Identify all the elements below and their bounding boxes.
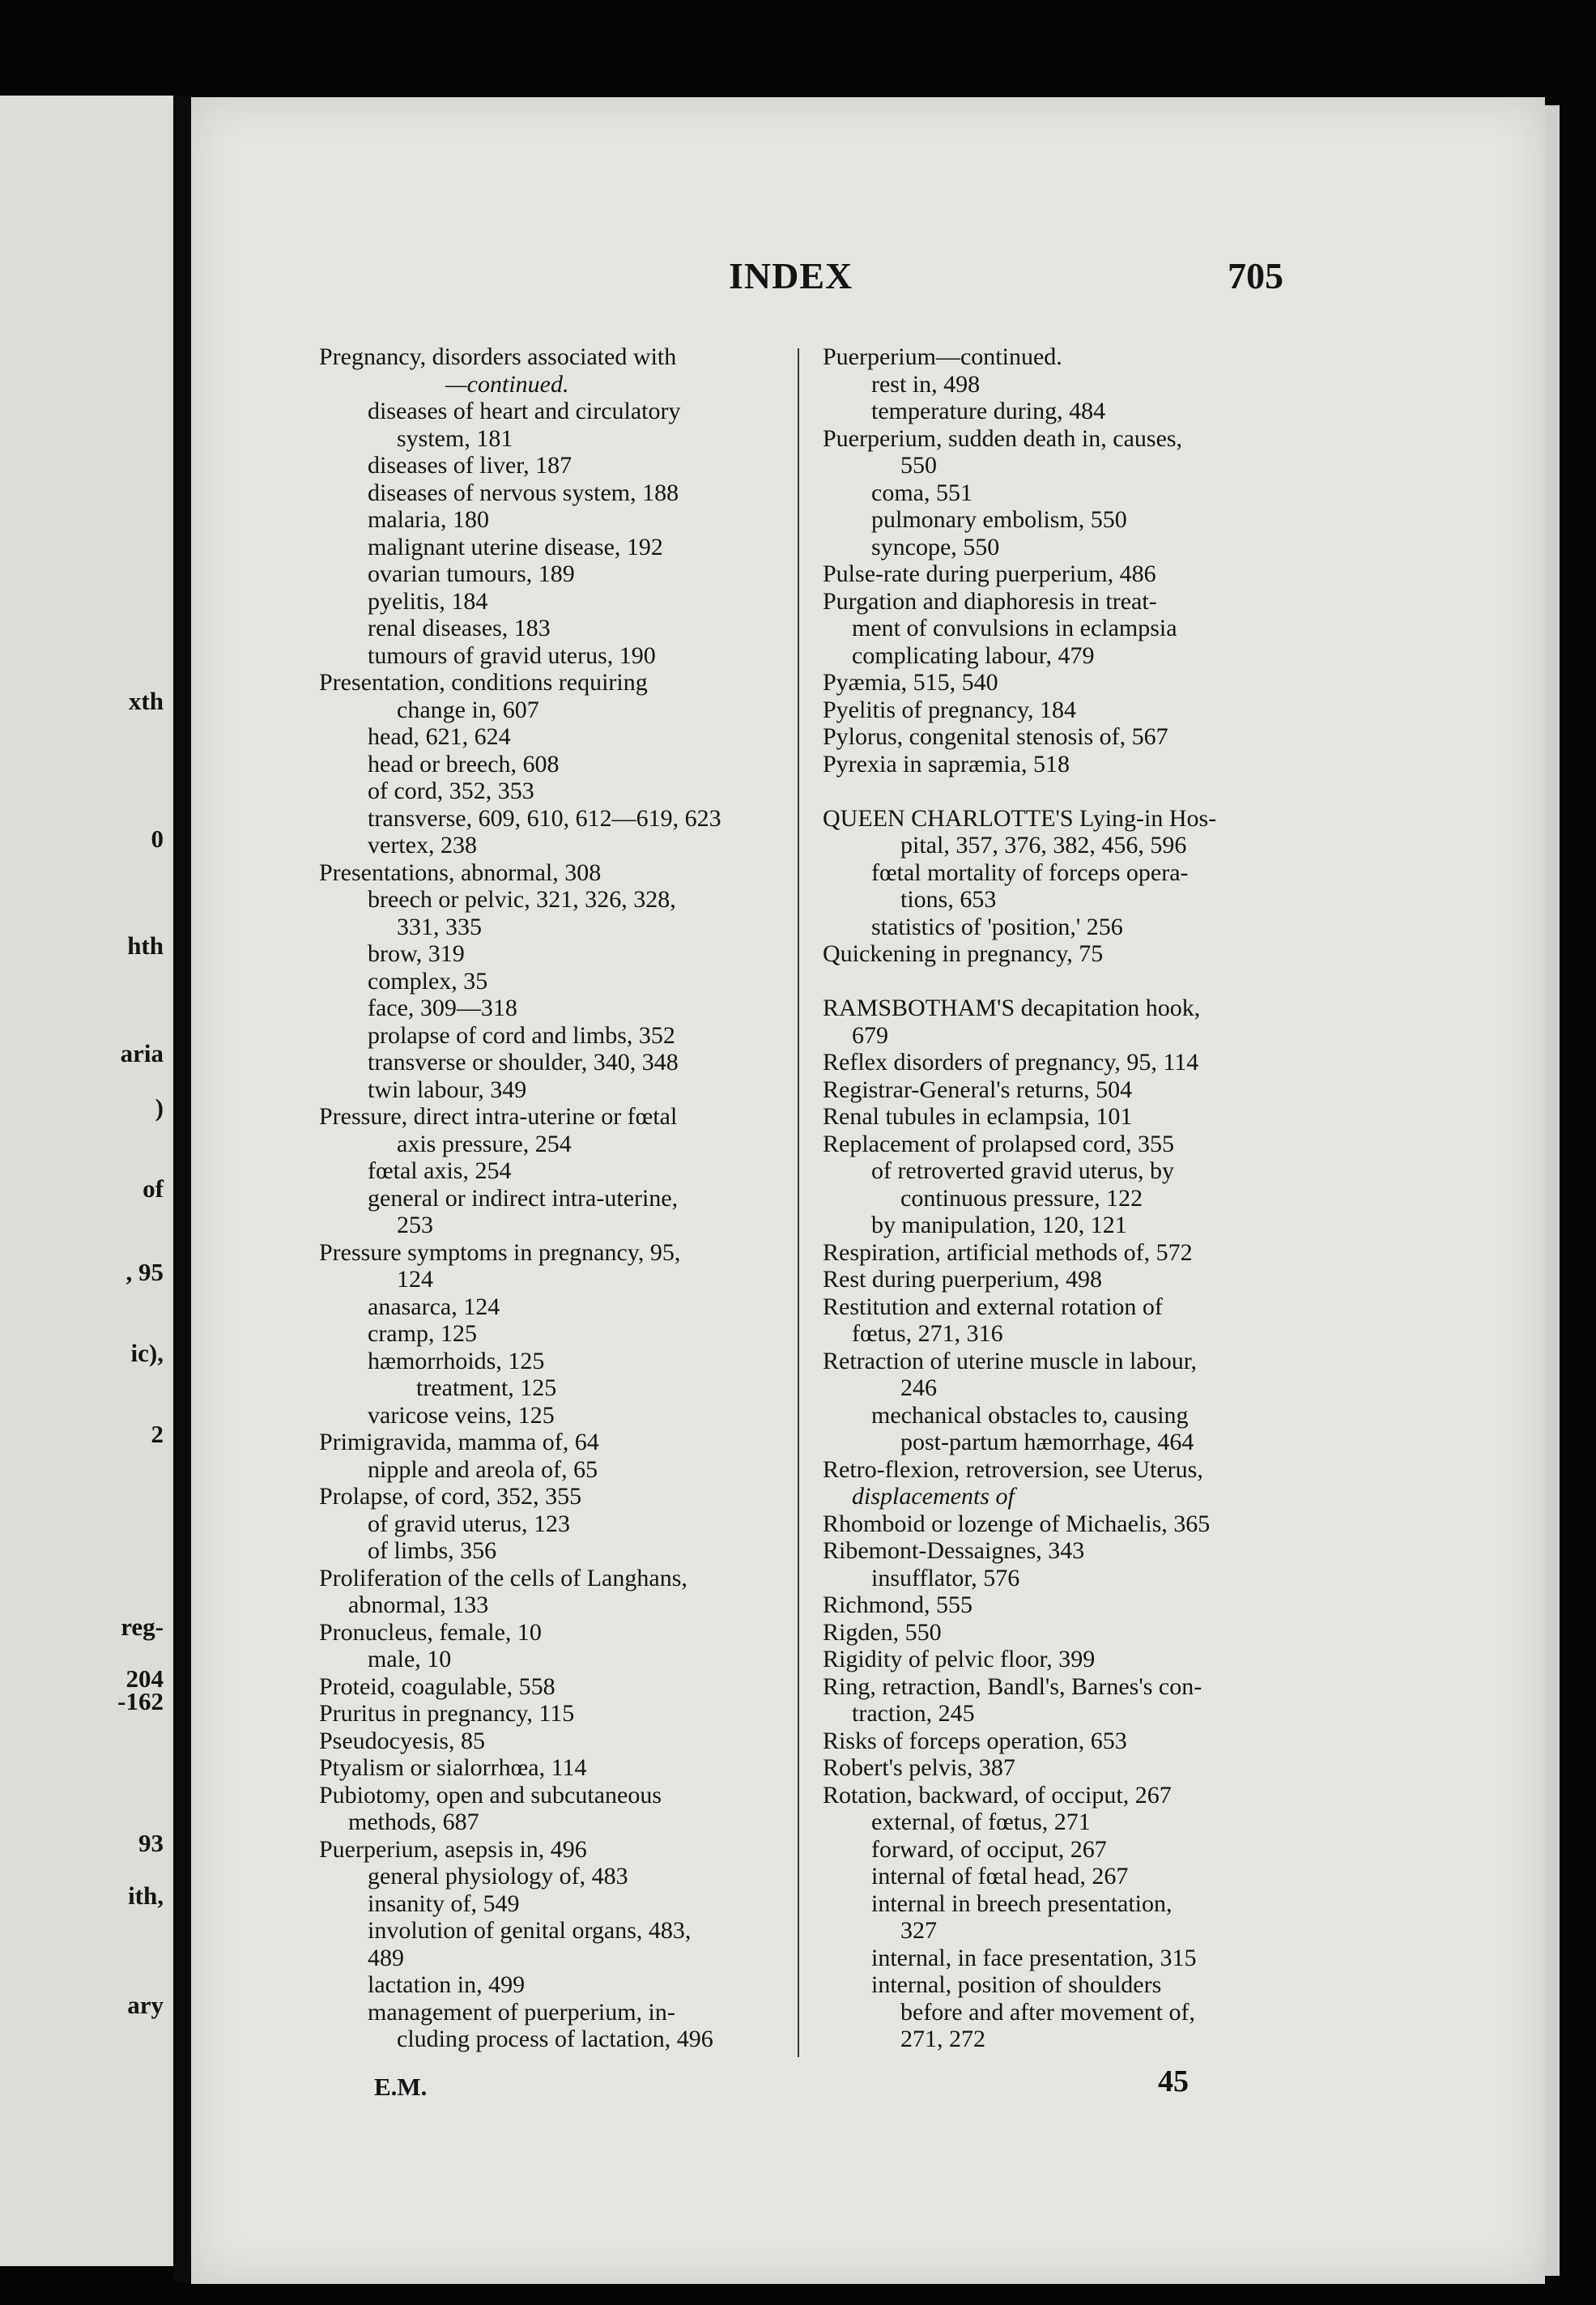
previous-page-fragment: ith, <box>128 1881 164 1910</box>
index-entry: tumours of gravid uterus, 190 <box>368 641 656 669</box>
index-entry: malignant uterine disease, 192 <box>368 533 663 560</box>
index-entry: twin labour, 349 <box>368 1076 527 1103</box>
index-entry: cramp, 125 <box>368 1320 477 1347</box>
index-entry: Reflex disorders of pregnancy, 95, 114 <box>823 1049 1199 1076</box>
index-entry: internal in breech presentation, <box>871 1890 1173 1917</box>
index-entry: displacements of <box>852 1483 1015 1510</box>
index-entry: Rigden, 550 <box>823 1618 942 1646</box>
index-entry: Retraction of uterine muscle in labour, <box>823 1347 1197 1374</box>
previous-page-fragment: of <box>143 1174 164 1203</box>
index-entry: ovarian tumours, 189 <box>368 560 575 587</box>
index-entry: statistics of 'position,' 256 <box>871 913 1123 940</box>
index-entry: —continued. <box>445 370 569 398</box>
index-entry: Retro-flexion, retroversion, see Uterus, <box>823 1455 1203 1483</box>
index-entry: pital, 357, 376, 382, 456, 596 <box>900 832 1187 859</box>
index-entry: involution of genital organs, 483, <box>368 1917 692 1944</box>
index-entry: post-partum hæmorrhage, 464 <box>900 1429 1194 1455</box>
index-entry: of gravid uterus, 123 <box>368 1510 570 1537</box>
index-entry: Pressure symptoms in pregnancy, 95, <box>319 1238 681 1266</box>
index-entry: diseases of liver, 187 <box>368 452 572 479</box>
index-entry: Rotation, backward, of occiput, 267 <box>823 1781 1172 1809</box>
index-entry: Rhomboid or lozenge of Michaelis, 365 <box>823 1510 1211 1537</box>
index-entry: 550 <box>900 452 937 479</box>
index-entry: fœtus, 271, 316 <box>852 1320 1003 1347</box>
index-entry: insufflator, 576 <box>871 1564 1020 1591</box>
index-entry: diseases of nervous system, 188 <box>368 479 679 506</box>
index-entry: brow, 319 <box>368 940 465 967</box>
index-entry: 271, 272 <box>900 2026 985 2052</box>
running-title: INDEX <box>729 255 853 296</box>
index-entry: Registrar-General's returns, 504 <box>823 1076 1133 1103</box>
index-entry: tions, 653 <box>900 886 997 913</box>
index-entry: prolapse of cord and limbs, 352 <box>368 1021 675 1049</box>
index-entry: internal, position of shoulders <box>871 1971 1162 1998</box>
page-number: 705 <box>1228 255 1283 296</box>
index-entry: Pregnancy, disorders associated with <box>319 343 677 370</box>
previous-page-fragment: , 95 <box>126 1258 164 1286</box>
index-entry: transverse or shoulder, 340, 348 <box>368 1049 679 1076</box>
previous-page-fragment: ic), <box>130 1339 164 1367</box>
book-gutter <box>173 96 191 2282</box>
index-entry: external, of fœtus, 271 <box>871 1809 1091 1835</box>
index-entry: complicating labour, 479 <box>852 641 1095 669</box>
index-entry: Ptyalism or sialorrhœa, 114 <box>319 1754 587 1781</box>
index-entry: of retroverted gravid uterus, by <box>871 1157 1175 1184</box>
index-entry: Presentation, conditions requiring <box>319 669 648 696</box>
index-entry: anasarca, 124 <box>368 1293 500 1320</box>
previous-page-fragment: 2 <box>151 1420 164 1448</box>
index-entry: fœtal mortality of forceps opera- <box>871 859 1189 886</box>
previous-page-fragment: xth <box>128 687 164 715</box>
previous-page-fragment: hth <box>127 931 164 960</box>
index-column-left <box>319 343 792 2053</box>
index-entry: head or breech, 608 <box>368 750 560 778</box>
index-entry: Pulse-rate during puerperium, 486 <box>823 560 1156 587</box>
index-entry: Puerperium, asepsis in, 496 <box>319 1835 587 1863</box>
previous-page-fragment: 93 <box>138 1829 164 1857</box>
index-entry: internal, in face presentation, 315 <box>871 1944 1197 1971</box>
index-entry: Quickening in pregnancy, 75 <box>823 940 1104 967</box>
index-entry: Respiration, artificial methods of, 572 <box>823 1238 1193 1266</box>
previous-page-fragment: ) <box>155 1093 164 1122</box>
index-entry: of limbs, 356 <box>368 1537 497 1564</box>
signature-mark: E.M. <box>374 2073 428 2101</box>
index-entry: 679 <box>852 1021 888 1049</box>
index-entry: general or indirect intra-uterine, <box>368 1184 679 1212</box>
index-entry: QUEEN CHARLOTTE'S Lying-in Hos- <box>823 804 1217 832</box>
index-entry: change in, 607 <box>397 696 539 723</box>
index-entry: traction, 245 <box>852 1700 975 1727</box>
index-column-right <box>823 343 1296 2053</box>
previous-page-fragment: ary <box>127 1991 164 2019</box>
index-entry: ment of convulsions in eclampsia <box>852 615 1177 641</box>
previous-page-edge <box>0 96 173 2266</box>
previous-page-fragment: reg- <box>121 1613 164 1641</box>
index-entry: Rest during puerperium, 498 <box>823 1266 1102 1293</box>
index-entry: transverse, 609, 610, 612—619, 623 <box>368 804 721 832</box>
index-entry: fœtal axis, 254 <box>368 1157 512 1184</box>
page-fore-edge <box>1545 105 1560 2276</box>
index-entry: Pylorus, congenital stenosis of, 567 <box>823 723 1168 750</box>
index-entry: Richmond, 555 <box>823 1591 972 1618</box>
index-entry: general physiology of, 483 <box>368 1863 628 1890</box>
index-entry: continuous pressure, 122 <box>900 1184 1143 1212</box>
index-entry: Pressure, direct intra-uterine or fœtal <box>319 1103 678 1130</box>
index-entry: Puerperium, sudden death in, causes, <box>823 424 1183 452</box>
index-entry: methods, 687 <box>348 1809 479 1835</box>
index-entry: forward, of occiput, 267 <box>871 1835 1107 1863</box>
index-entry: head, 621, 624 <box>368 723 511 750</box>
index-entry: Replacement of prolapsed cord, 355 <box>823 1130 1175 1157</box>
index-entry: male, 10 <box>368 1646 452 1672</box>
index-entry: Ring, retraction, Bandl's, Barnes's con- <box>823 1672 1202 1700</box>
index-entry: rest in, 498 <box>871 370 981 398</box>
index-entry: cluding process of lactation, 496 <box>397 2026 713 2052</box>
index-entry: renal diseases, 183 <box>368 615 551 641</box>
index-entry: 327 <box>900 1917 937 1944</box>
index-entry: mechanical obstacles to, causing <box>871 1401 1189 1429</box>
index-entry: Renal tubules in eclampsia, 101 <box>823 1103 1133 1130</box>
index-entry: breech or pelvic, 321, 326, 328, <box>368 886 676 913</box>
index-entry: Presentations, abnormal, 308 <box>319 859 602 886</box>
index-entry: pyelitis, 184 <box>368 587 488 615</box>
index-entry: varicose veins, 125 <box>368 1401 555 1429</box>
index-entry: Rigidity of pelvic floor, 399 <box>823 1646 1096 1672</box>
previous-page-fragment: 0 <box>151 824 164 853</box>
index-entry: before and after movement of, <box>900 1998 1195 2026</box>
index-entry: Risks of forceps operation, 653 <box>823 1727 1127 1754</box>
index-spacer <box>823 968 1296 995</box>
index-entry: 246 <box>900 1374 937 1401</box>
previous-page-fragment: -162 <box>117 1687 164 1715</box>
index-entry: Proteid, coagulable, 558 <box>319 1672 555 1700</box>
index-entry: temperature during, 484 <box>871 398 1106 424</box>
index-entry: internal of fœtal head, 267 <box>871 1863 1129 1890</box>
index-entry: by manipulation, 120, 121 <box>871 1212 1127 1238</box>
index-spacer <box>823 778 1296 805</box>
signature-number: 45 <box>1158 2064 1189 2098</box>
index-entry: 124 <box>397 1266 433 1293</box>
index-entry: Purgation and diaphoresis in treat- <box>823 587 1157 615</box>
index-entry: Pronucleus, female, 10 <box>319 1618 542 1646</box>
index-entry: 489 <box>368 1944 404 1971</box>
index-entry: Pseudocyesis, 85 <box>319 1727 485 1754</box>
index-entry: Prolapse, of cord, 352, 355 <box>319 1483 582 1510</box>
index-entry: hæmorrhoids, 125 <box>368 1347 545 1374</box>
index-entry: axis pressure, 254 <box>397 1130 572 1157</box>
index-entry: Proliferation of the cells of Langhans, <box>319 1564 687 1591</box>
index-entry: vertex, 238 <box>368 832 477 859</box>
index-entry: nipple and areola of, 65 <box>368 1455 598 1483</box>
index-entry: treatment, 125 <box>416 1374 557 1401</box>
column-divider <box>798 348 799 2057</box>
index-entry: Restitution and external rotation of <box>823 1293 1163 1320</box>
index-entry: insanity of, 549 <box>368 1890 520 1917</box>
index-entry: 253 <box>397 1212 433 1238</box>
index-entry: Pyelitis of pregnancy, 184 <box>823 696 1076 723</box>
index-entry: Pyæmia, 515, 540 <box>823 669 998 696</box>
previous-page-fragment: aria <box>120 1039 164 1067</box>
index-entry: Pyrexia in sapræmia, 518 <box>823 750 1070 778</box>
index-entry: of cord, 352, 353 <box>368 778 534 804</box>
index-entry: Robert's pelvis, 387 <box>823 1754 1015 1781</box>
index-entry: 331, 335 <box>397 913 482 940</box>
index-entry: Ribemont-Dessaignes, 343 <box>823 1537 1085 1564</box>
index-entry: Puerperium—continued. <box>823 343 1062 370</box>
index-entry: face, 309—318 <box>368 995 517 1021</box>
index-entry: malaria, 180 <box>368 506 489 533</box>
index-entry: coma, 551 <box>871 479 972 506</box>
index-entry: RAMSBOTHAM'S decapitation hook, <box>823 995 1201 1021</box>
index-entry: system, 181 <box>397 424 513 452</box>
index-entry: Pruritus in pregnancy, 115 <box>319 1700 575 1727</box>
index-entry: Primigravida, mamma of, 64 <box>319 1429 599 1455</box>
index-entry: management of puerperium, in- <box>368 1998 675 2026</box>
index-entry: diseases of heart and circulatory <box>368 398 681 424</box>
index-entry: abnormal, 133 <box>348 1591 489 1618</box>
index-entry: pulmonary embolism, 550 <box>871 506 1127 533</box>
index-entry: syncope, 550 <box>871 533 1000 560</box>
index-entry: Pubiotomy, open and subcutaneous <box>319 1781 662 1809</box>
index-entry: complex, 35 <box>368 967 488 995</box>
previous-page-fragment: 204 <box>126 1664 164 1693</box>
index-entry: lactation in, 499 <box>368 1971 526 1998</box>
